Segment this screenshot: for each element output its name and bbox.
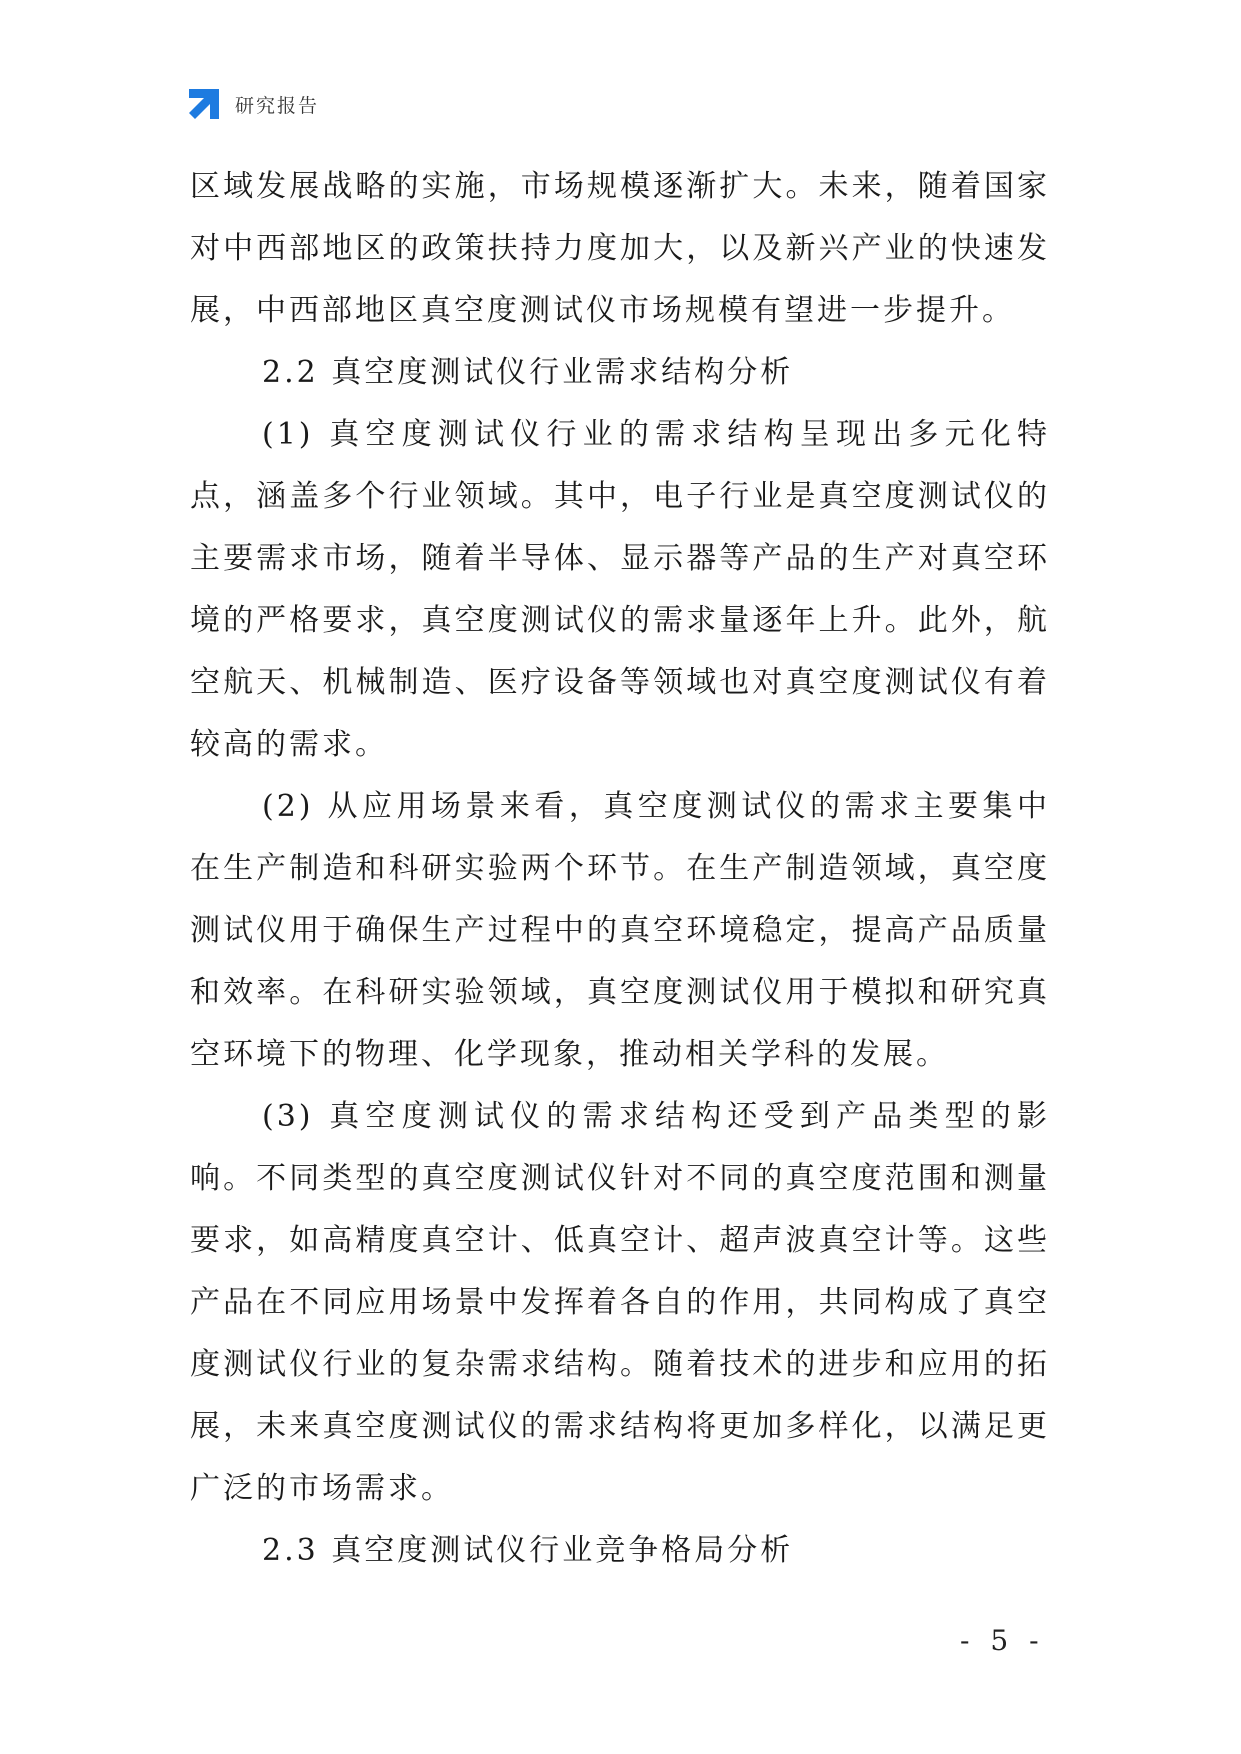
- section-heading-2-3: 2.3 真空度测试仪行业竞争格局分析: [262, 1533, 794, 1568]
- paragraph-demand-2: (2) 从应用场景来看，真空度测试仪的需求主要集中在生产制造和科研实验两个环节。在生产制造领域，真空度测试仪用于确保生产过程中的真空环境稳定，提高产品质量和效率。在科研实验领域，真空度测试仪用于模拟和研究真空环境下的物理、化学现象，推动相关学科的发展。: [190, 789, 1050, 1072]
- header-title: 研究报告: [235, 94, 320, 117]
- arrow-logo-icon: [187, 87, 221, 121]
- page-header: [187, 86, 319, 122]
- section-heading-2-2: 2.2 真空度测试仪行业需求结构分析: [262, 355, 794, 390]
- paragraph-intro: 区域发展战略的实施，市场规模逐渐扩大。未来，随着国家对中西部地区的政策扶持力度加大，以及新兴产业的快速发展，中西部地区真空度测试仪市场规模有望进一步提升。: [190, 169, 1050, 328]
- page-number: - 5 -: [960, 1624, 1045, 1657]
- paragraph-demand-1: (1) 真空度测试仪行业的需求结构呈现出多元化特点，涵盖多个行业领域。其中，电子行业是真空度测试仪的主要需求市场，随着半导体、显示器等产品的生产对真空环境的严格要求，真空度测试仪的需求量逐年上升。此外，航空航天、机械制造、医疗设备等领域也对真空度测试仪有着较高的需求。: [190, 417, 1050, 762]
- document-body: [190, 156, 1050, 1582]
- paragraph-demand-3: (3) 真空度测试仪的需求结构还受到产品类型的影响。不同类型的真空度测试仪针对不同的真空度范围和测量要求，如高精度真空计、低真空计、超声波真空计等。这些产品在不同应用场景中发挥着各自的作用，共同构成了真空度测试仪行业的复杂需求结构。随着技术的进步和应用的拓展，未来真空度测试仪的需求结构将更加多样化，以满足更广泛的市场需求。: [190, 1099, 1050, 1506]
